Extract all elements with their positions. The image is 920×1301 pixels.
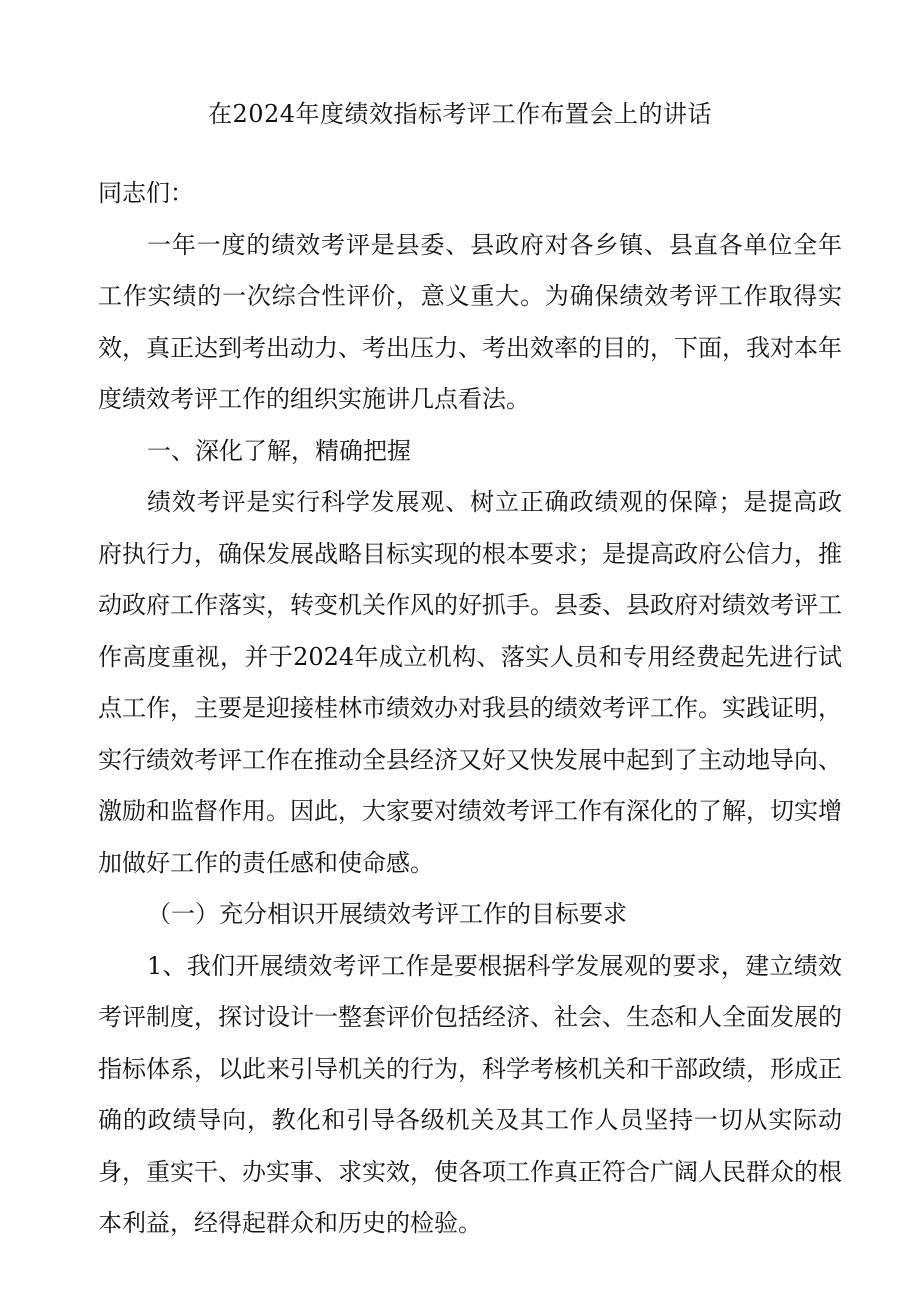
- subsection-heading-1: （一）充分相识开展绩效考评工作的目标要求: [147, 900, 627, 928]
- paragraph-item-1: 1、我们开展绩效考评工作是要根据科学发展观的要求，建立绩效考评制度，探讨设计一整套评价包括经济、社会、生态和人全面发展的指标体系，以此来引导机关的行为，科学考核机关和干部政绩，形成正确的政绩导向，教化和引导各级机关及其工作人员坚持一切从实际动身，重实干、办实事、求实效，使各项工作真正符合广阔人民群众的根本利益，经得起群众和历史的检验。: [98, 951, 842, 1237]
- section-heading-1: 一、深化了解，精确把握: [147, 436, 411, 465]
- document-body: [98, 168, 842, 1250]
- document-title: 在2024年度绩效指标考评工作布置会上的讲话: [207, 100, 713, 128]
- salutation: 同志们：: [98, 179, 194, 207]
- paragraph-section-1: 绩效考评是实行科学发展观、树立正确政绩观的保障；是提高政府执行力，确保发展战略目标实现的根本要求；是提高政府公信力，推动政府工作落实，转变机关作风的好抓手。县委、县政府对绩效考评工作高度重视，并于2024年成立机构、落实人员和专用经费起先进行试点工作，主要是迎接桂林市绩效办对我县的绩效考评工作。实践证明，实行绩效考评工作在推动全县经济又好又快发展中起到了主动地导向、激励和监督作用。因此，大家要对绩效考评工作有深化的了解，切实增加做好工作的责任感和使命感。: [98, 488, 842, 877]
- paragraph-intro: 一年一度的绩效考评是县委、县政府对各乡镇、县直各单位全年工作实绩的一次综合性评价，意义重大。为确保绩效考评工作取得实效，真正达到考出动力、考出压力、考出效率的目的，下面，我对本年度绩效考评工作的组织实施讲几点看法。: [98, 230, 842, 413]
